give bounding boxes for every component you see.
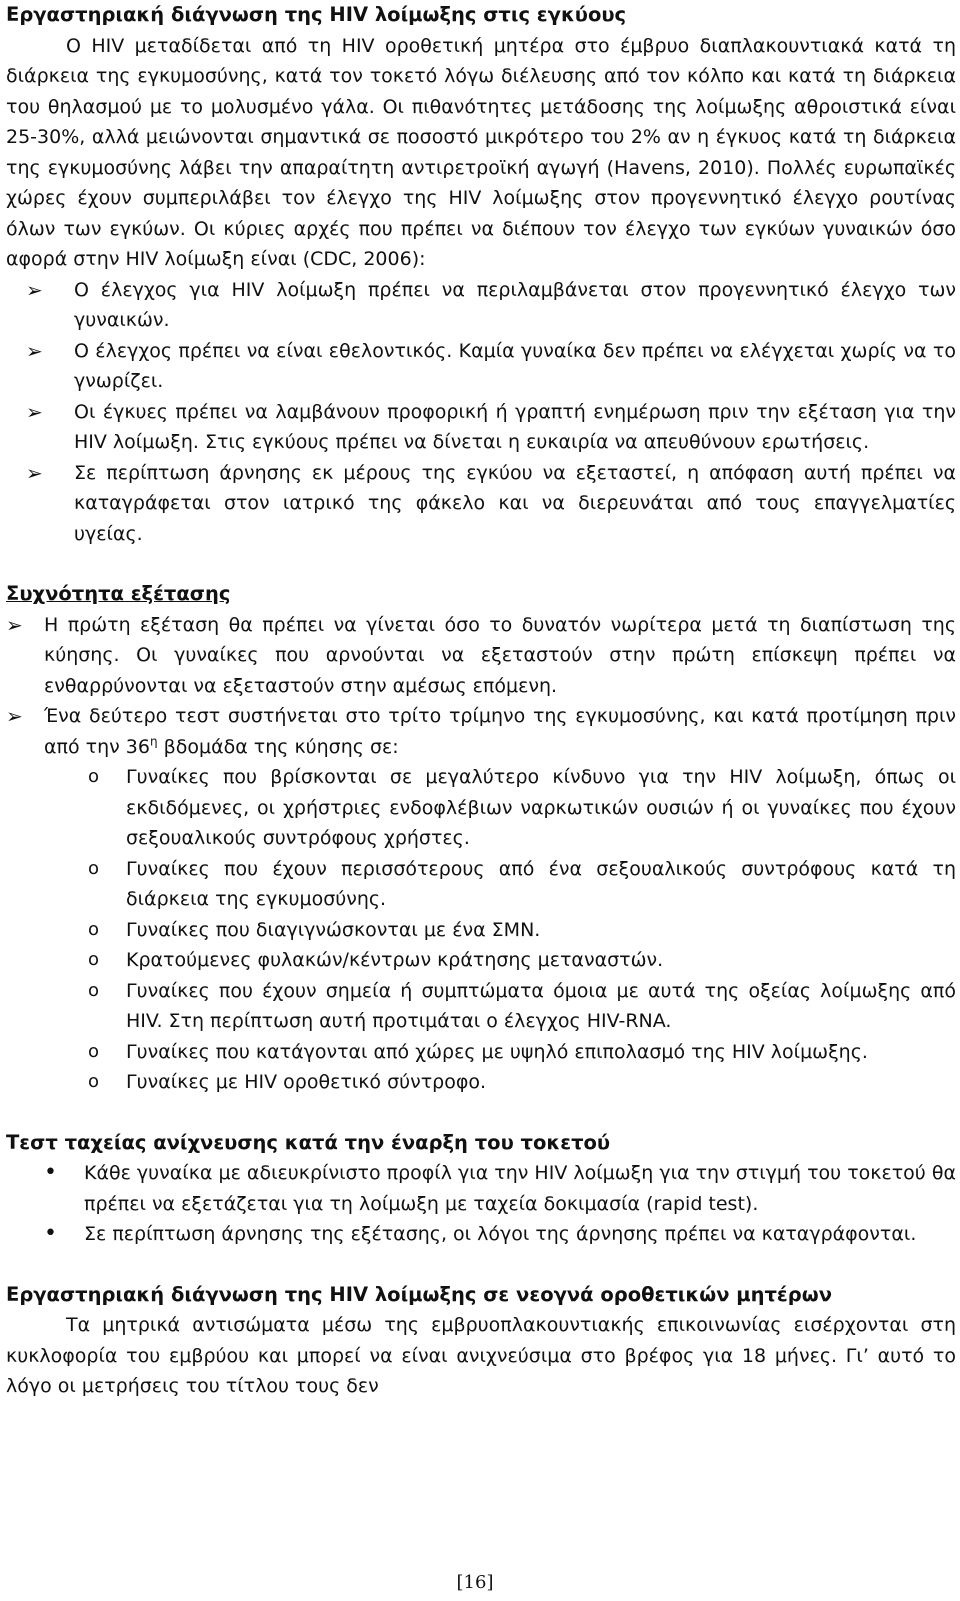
arrow-bullet-icon: ➢ xyxy=(6,612,23,637)
circle-bullet-icon: o xyxy=(88,1040,100,1062)
list-item-text: Ο έλεγχος πρέπει να είναι εθελοντικός. Καμία γυναίκα δεν πρέπει να ελέγχεται χωρίς να το γνωρίζει. xyxy=(74,339,956,392)
list-item xyxy=(16,458,956,550)
list-item-text: Σε περίπτωση άρνησης εκ μέρους της εγκύου να εξεταστεί, η απόφαση αυτή πρέπει να καταγράφεται στον ιατρικό της φάκελο και να διερευνάται από τους επαγγελματίες υγείας. xyxy=(74,461,956,545)
list-item-text: Κάθε γυναίκα με αδιευκρίνιστο προφίλ για την HIV λοίμωξη για την στιγμή του τοκετού θα πρέπει να εξετάζεται για τη λοίμωξη με ταχεία δοκιμασία (rapid test). xyxy=(84,1162,956,1215)
section-title-test-frequency: Συχνότητα εξέτασης xyxy=(6,582,231,605)
spacer xyxy=(6,1250,956,1280)
list-item-text: Ο έλεγχος για HIV λοίμωξη πρέπει να περιλαμβάνεται στον προγεννητικό έλεγχο των γυναικών. xyxy=(74,278,956,331)
list-item-text: Η πρώτη εξέταση θα πρέπει να γίνεται όσο το δυνατόν νωρίτερα μετά τη διαπίστωση της κύησης. Οι γυναίκες που αρνούνται να εξεταστούν στην πρώτη επίσκεψη πρέπει να ενθαρρύνονται να εξεταστούν στην αμέσως επόμενη. xyxy=(44,613,956,697)
list-item-text: Γυναίκες που έχουν σημεία ή συμπτώματα όμοια με αυτά της οξείας λοίμωξης από HIV. Στη περίπτωση αυτή προτιμάται ο έλεγχος HIV-RNA. xyxy=(126,979,956,1032)
ordinal-superscript: η xyxy=(149,734,158,749)
list-item xyxy=(16,275,956,336)
arrow-bullet-icon: ➢ xyxy=(26,460,43,485)
intro-paragraph: Ο HIV μεταδίδεται από τη HIV οροθετική μητέρα στο έμβρυο διαπλακουντιακά κατά τη διάρκεια της εγκυμοσύνης, κατά τον τοκετό λόγω διέλευσης από τον κόλπο και κατά τη διάρκεια του θηλασμού με το μολυσμένο γάλα. Οι πιθανότητες μετάδοσης της λοίμωξης αθροιστικά είναι 25-30%, αλλά μειώνονται σημαντικά σε ποσοστό μικρότερο του 2% αν η έγκυος κατά τη διάρκεια της εγκυμοσύνης λάβει την απαραίτητη αντιρετροϊκή αγωγή (Havens, 2010). Πολλές ευρωπαϊκές χώρες έχουν συμπεριλάβει τον έλεγχο της HIV λοίμωξης στον προγεννητικό έλεγχο ρουτίνας όλων των εγκύων. Οι κύριες αρχές που πρέπει να διέπουν τον έλεγχο των εγκύων γυναικών όσο αφορά στην HIV λοίμωξη είναι (CDC, 2006): xyxy=(6,34,956,270)
list-item-text-end: βδομάδα της κύησης σε: xyxy=(157,735,399,758)
rapid-test-list xyxy=(6,1158,956,1250)
arrow-bullet-icon: ➢ xyxy=(6,704,23,728)
section-title-rapid-test: Τεστ ταχείας ανίχνευσης κατά την έναρξη του τοκετού xyxy=(6,1130,611,1154)
arrow-bullet-icon: ➢ xyxy=(26,338,43,363)
list-item xyxy=(16,397,956,458)
circle-bullet-icon: o xyxy=(88,918,100,940)
list-item xyxy=(88,945,956,976)
list-item xyxy=(44,1158,956,1219)
spacer xyxy=(6,549,956,579)
circle-bullet-icon: o xyxy=(88,1071,100,1092)
risk-groups-list xyxy=(6,762,956,1098)
circle-bullet-icon: o xyxy=(88,857,100,879)
document-page xyxy=(6,0,956,1402)
frequency-list xyxy=(6,610,956,763)
dot-bullet-icon: • xyxy=(44,1221,57,1246)
newborn-paragraph: Τα μητρικά αντισώματα μέσω της εμβρυοπλακουντιακής επικοινωνίας εισέρχονται στη κυκλοφορία του εμβρύου και μπορεί να είναι ανιχνεύσιμα στο βρέφος για 18 μήνες. Γι’ αυτό το λόγο οι μετρήσεις του τίτλου τους δεν xyxy=(6,1314,956,1397)
list-item-text: Γυναίκες που βρίσκονται σε μεγαλύτερο κίνδυνο για την HIV λοίμωξη, όπως οι εκδιδόμενες, οι χρήστριες ενδοφλέβιων ναρκωτικών ουσιών ή οι γυναίκες που έχουν σεξουαλικούς συντρόφους χρήστες. xyxy=(126,766,956,849)
list-item xyxy=(44,1219,956,1250)
list-item-text: Οι έγκυες πρέπει να λαμβάνουν προφορική ή γραπτή ενημέρωση πριν την εξέταση για την HIV λοίμωξη. Στις εγκύους πρέπει να δίνεται η ευκαιρία να απευθύνουν ερωτήσεις. xyxy=(74,400,956,453)
section-title-pregnancy-diagnosis: Εργαστηριακή διάγνωση της HIV λοίμωξης στις εγκύους xyxy=(6,3,627,26)
page-number: [16] xyxy=(456,1572,494,1593)
spacer xyxy=(6,1098,956,1128)
list-item xyxy=(88,915,956,946)
arrow-bullet-icon: ➢ xyxy=(26,399,43,424)
circle-bullet-icon: o xyxy=(88,979,100,1001)
section-title-newborn-diagnosis: Εργαστηριακή διάγνωση της HIV λοίμωξης σε νεογνά οροθετικών μητέρων xyxy=(6,1282,832,1306)
list-item-text: Σε περίπτωση άρνησης της εξέτασης, οι λόγοι της άρνησης πρέπει να καταγράφονται. xyxy=(84,1223,917,1245)
circle-bullet-icon: o xyxy=(88,766,100,787)
list-item xyxy=(88,976,956,1037)
list-item xyxy=(88,854,956,915)
arrow-bullet-icon: ➢ xyxy=(26,277,43,302)
list-item xyxy=(6,610,956,702)
list-item-text: Γυναίκες που διαγιγνώσκονται με ένα ΣΜΝ. xyxy=(126,918,541,941)
list-item-text: Ένα δεύτερο τεστ συστήνεται στο τρίτο τρίμηνο της εγκυμοσύνης, και κατά προτίμηση πριν από την 36 xyxy=(44,705,956,758)
list-item xyxy=(88,762,956,854)
list-item xyxy=(88,1067,956,1098)
principles-list xyxy=(6,275,956,550)
list-item xyxy=(88,1037,956,1068)
circle-bullet-icon: o xyxy=(88,949,100,970)
list-item-text: Κρατούμενες φυλακών/κέντρων κράτησης μεταναστών. xyxy=(126,949,664,971)
dot-bullet-icon: • xyxy=(44,1160,57,1185)
list-item-text: Γυναίκες που κατάγονται από χώρες με υψηλό επιπολασμό της HIV λοίμωξης. xyxy=(126,1040,868,1063)
list-item-text: Γυναίκες που έχουν περισσότερους από ένα σεξουαλικούς συντρόφους κατά τη διάρκεια της εγκυμοσύνης. xyxy=(126,857,956,910)
list-item-text: Γυναίκες με HIV οροθετικό σύντροφο. xyxy=(126,1071,487,1093)
list-item xyxy=(16,336,956,397)
list-item xyxy=(6,701,956,762)
